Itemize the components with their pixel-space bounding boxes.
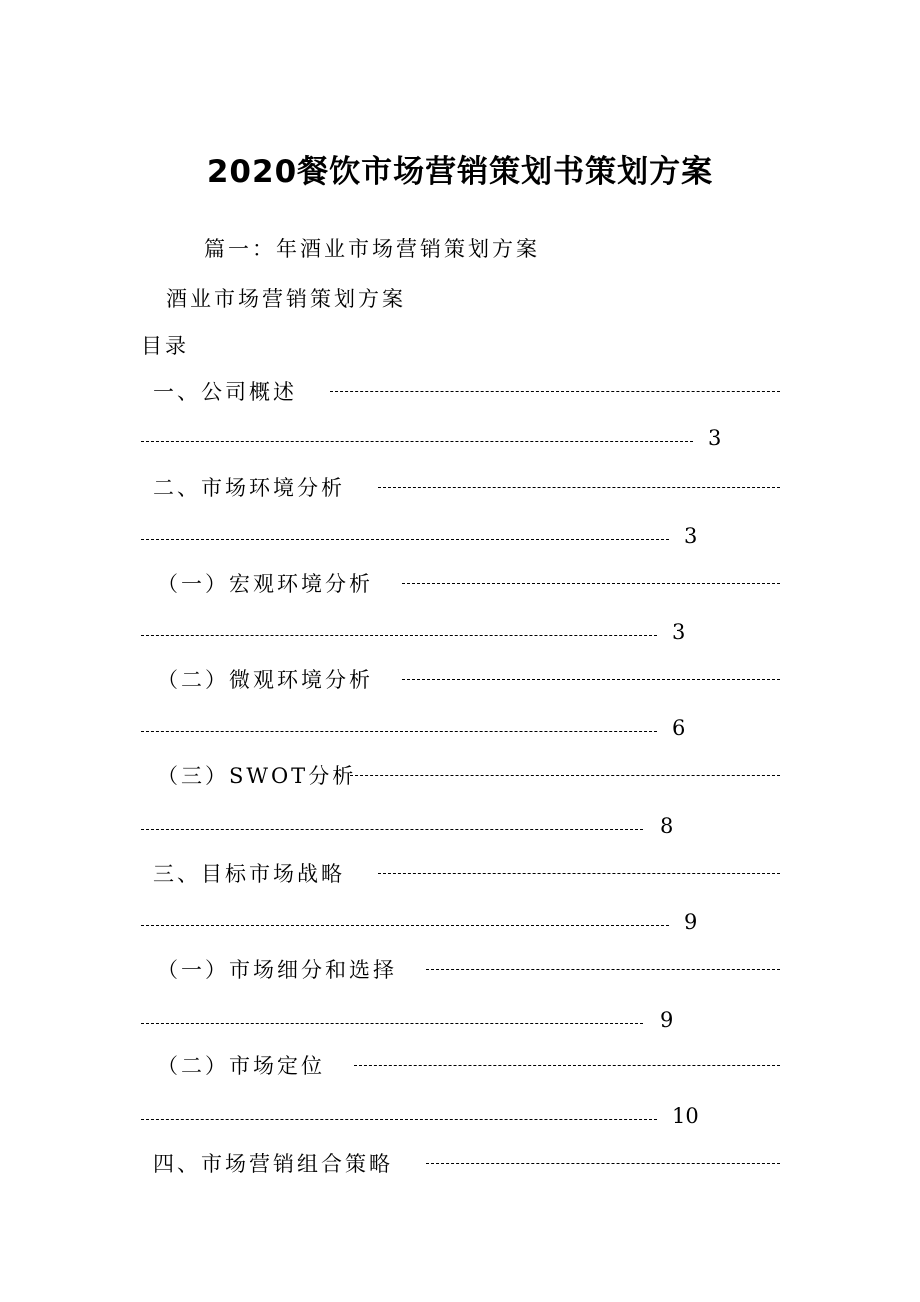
toc-page-number: 8 <box>660 814 674 838</box>
toc-entry[interactable] <box>0 760 920 790</box>
toc-entry-label: 三、目标市场战略 <box>153 862 345 886</box>
document-title: 2020餐饮市场营销策划书策划方案 <box>206 154 714 190</box>
leader-dots <box>402 583 780 584</box>
toc-entry-continuation <box>0 716 920 746</box>
leader-dots <box>354 1065 780 1066</box>
toc-entry-label: 二、市场环境分析 <box>153 476 345 500</box>
toc-entry-label: （一）宏观环境分析 <box>157 572 373 596</box>
leader-dots <box>141 1023 643 1024</box>
subtitle: 篇一：年酒业市场营销策划方案 <box>204 237 540 261</box>
toc-page-number: 3 <box>708 426 722 450</box>
leader-dots <box>141 635 657 636</box>
toc-entry-label: （三）SWOT分析 <box>157 764 357 788</box>
toc-entry-label: 四、市场营销组合策略 <box>153 1152 393 1176</box>
toc-page-number: 10 <box>672 1104 699 1128</box>
toc-heading: 目录 <box>141 334 189 358</box>
plan-heading: 酒业市场营销策划方案 <box>166 287 406 311</box>
toc-entry[interactable] <box>0 664 920 694</box>
toc-entry-continuation <box>0 426 920 456</box>
toc-entry-label: （二）市场定位 <box>157 1054 325 1078</box>
toc-entry[interactable] <box>0 1148 920 1178</box>
toc-entry-label: 一、公司概述 <box>153 380 297 404</box>
leader-dots <box>141 829 643 830</box>
toc-page-number: 3 <box>672 620 686 644</box>
leader-dots <box>378 487 780 488</box>
leader-dots <box>402 679 780 680</box>
leader-dots <box>426 1163 780 1164</box>
toc-entry[interactable] <box>0 568 920 598</box>
toc-entry[interactable] <box>0 1050 920 1080</box>
leader-dots <box>141 1119 657 1120</box>
toc-entry[interactable] <box>0 376 920 406</box>
leader-dots <box>350 775 780 776</box>
leader-dots <box>426 969 780 970</box>
toc-entry-continuation <box>0 1104 920 1134</box>
toc-entry[interactable] <box>0 858 920 888</box>
toc-entry[interactable] <box>0 472 920 502</box>
toc-entry-continuation <box>0 814 920 844</box>
toc-page-number: 9 <box>684 910 698 934</box>
toc-entry-continuation <box>0 524 920 554</box>
toc-entry-continuation <box>0 620 920 650</box>
leader-dots <box>378 873 780 874</box>
toc-page-number: 9 <box>660 1008 674 1032</box>
leader-dots <box>141 731 657 732</box>
toc-page-number: 3 <box>684 524 698 548</box>
leader-dots <box>141 441 693 442</box>
toc-entry-continuation <box>0 910 920 940</box>
leader-dots <box>141 925 669 926</box>
leader-dots <box>141 539 669 540</box>
toc-entry-continuation <box>0 1008 920 1038</box>
leader-dots <box>330 391 780 392</box>
toc-entry-label: （一）市场细分和选择 <box>157 958 397 982</box>
toc-page-number: 6 <box>672 716 686 740</box>
toc-entry[interactable] <box>0 954 920 984</box>
toc-entry-label: （二）微观环境分析 <box>157 668 373 692</box>
